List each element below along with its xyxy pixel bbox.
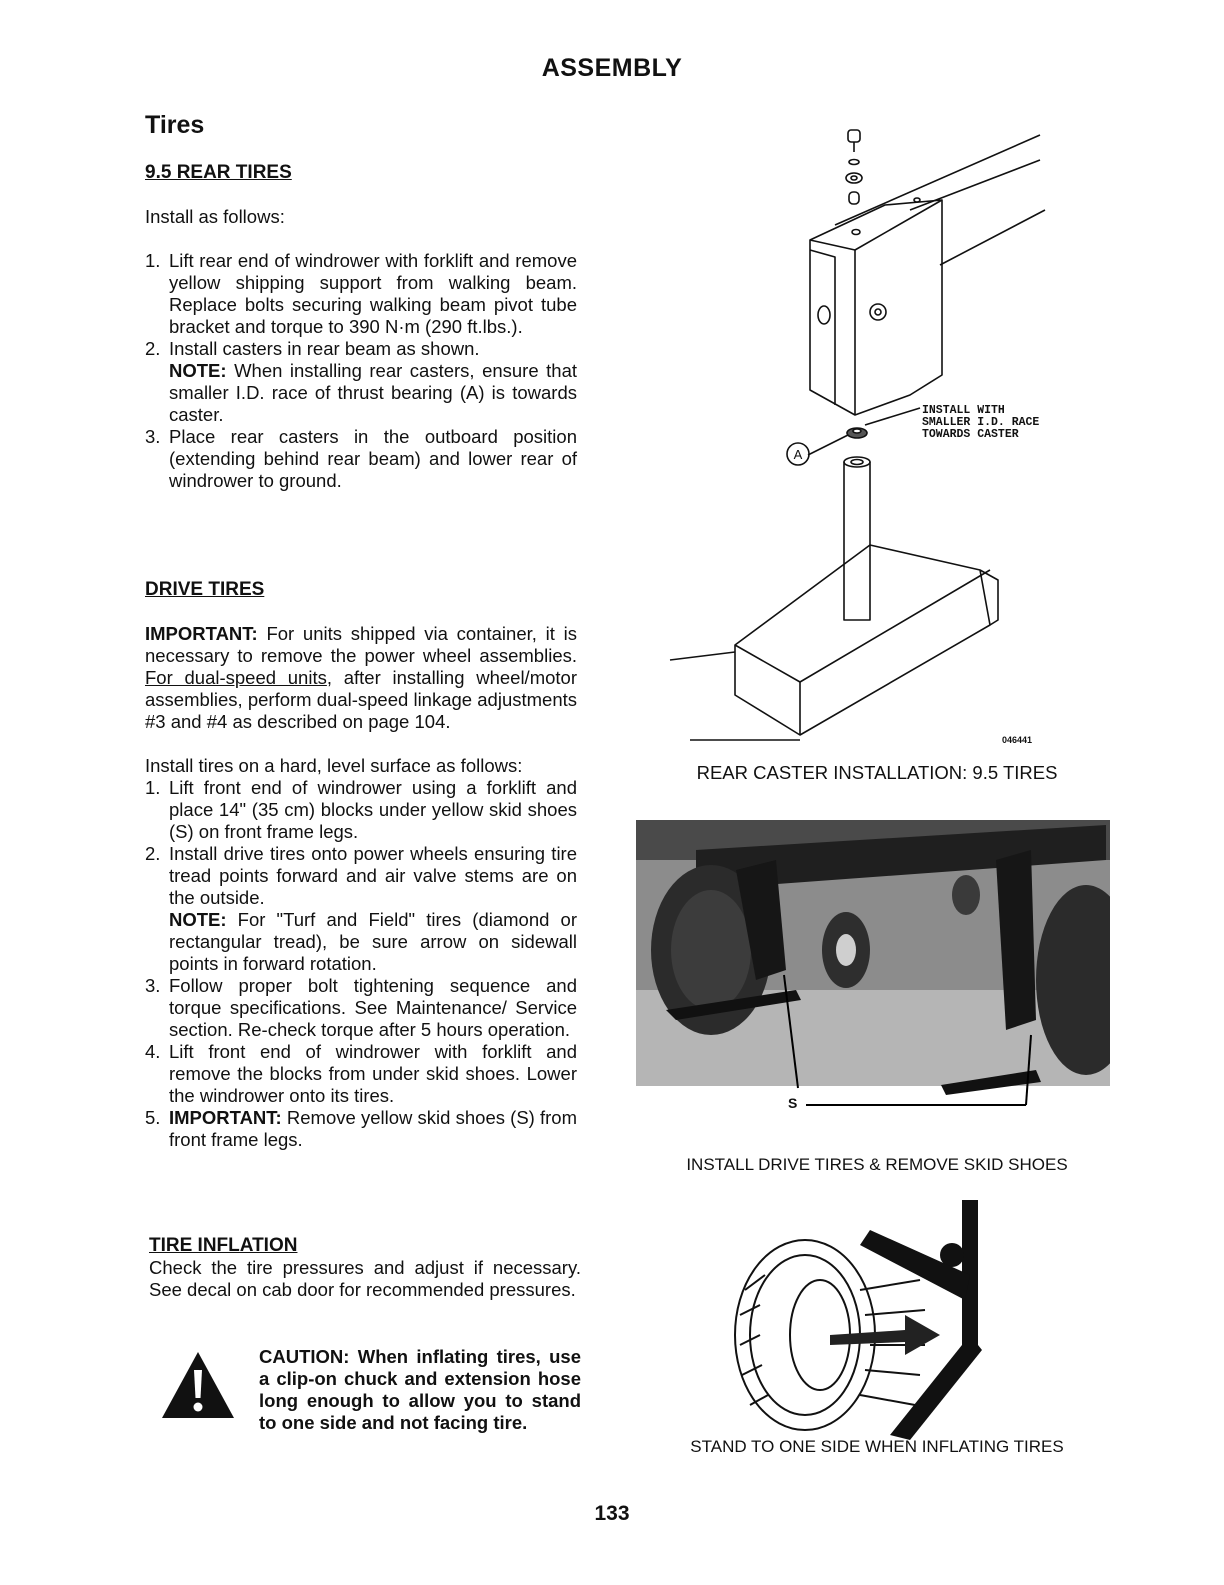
rear-caster-diagram [660, 120, 1080, 750]
rear-tires-heading: 9.5 REAR TIRES [145, 162, 292, 183]
caution-text: CAUTION: When inflating tires, use a clip-on chuck and extension hose long enough to allow you to stand to one side and not facing tire. [259, 1346, 581, 1433]
drive-tires-caption: INSTALL DRIVE TIRES & REMOVE SKID SHOES [686, 1155, 1068, 1174]
list-item: 5. IMPORTANT: Remove yellow skid shoes (S) from front frame legs. [145, 1107, 577, 1150]
callout-line-3: TOWARDS CASTER [922, 428, 1019, 441]
rear-caster-caption: REAR CASTER INSTALLATION: 9.5 TIRES [696, 762, 1058, 783]
inflation-caption: STAND TO ONE SIDE WHEN INFLATING TIRES [690, 1437, 1064, 1456]
list-item: 3. Follow proper bolt tightening sequence and torque specifications. See Maintenance/ Service section. Re-check torque after 5 hours operation. [145, 975, 577, 1040]
drive-tires-photo [636, 820, 1110, 1120]
tire-inflation-heading: TIRE INFLATION [149, 1235, 298, 1256]
drive-tires-important: IMPORTANT: For units shipped via container, it is necessary to remove the power wheel assemblies. For dual-speed units, after installing wheel/motor assemblies, perform dual-speed linkage adjustments #3 and #4 as described on page 104. [145, 623, 577, 732]
rear-tires-intro: Install as follows: [145, 206, 285, 227]
inflation-safety-illustration [720, 1195, 1000, 1440]
callout-line-2: SMALLER I.D. RACE [922, 416, 1040, 429]
drive-tires-heading: DRIVE TIRES [145, 579, 265, 600]
drive-tires-steps [145, 777, 577, 1151]
list-item: 2. Install casters in rear beam as shown. NOTE: When installing rear casters, ensure that smaller I.D. race of thrust bearing (A) is towards caster. [145, 338, 577, 425]
page-header-title: ASSEMBLY [541, 54, 683, 82]
part-number: 046441 [1002, 735, 1033, 745]
list-item: 3. Place rear casters in the outboard position (extending behind rear beam) and lower rear of windrower to ground. [145, 426, 577, 491]
callout-ref-a: A [793, 447, 803, 462]
warning-triangle-icon [160, 1350, 236, 1420]
label-s: S [788, 1095, 798, 1111]
list-item: 4. Lift front end of windrower with forklift and remove the blocks from under skid shoes. Lower the windrower onto its tires. [145, 1041, 577, 1106]
tire-inflation-text: Check the tire pressures and adjust if necessary. See decal on cab door for recommended pressures. [149, 1257, 581, 1300]
drive-tires-intro: Install tires on a hard, level surface as follows: [145, 755, 523, 776]
list-item: 1. Lift front end of windrower using a forklift and place 14" (35 cm) blocks under yellow skid shoes (S) on front frame legs. [145, 777, 577, 842]
section-title: Tires [145, 111, 205, 139]
list-item: 1. Lift rear end of windrower with forklift and remove yellow shipping support from walking beam. Replace bolts securing walking beam pivot tube bracket and torque to 390 N·m (290 ft.lbs.). [145, 250, 577, 337]
callout-line-1: INSTALL WITH [922, 404, 1005, 417]
page-number: 133 [594, 1502, 630, 1525]
rear-tires-steps [145, 250, 577, 492]
list-item: 2. Install drive tires onto power wheels ensuring tire tread points forward and air valve stems are on the outside. NOTE: For "Turf and Field" tires (diamond or rectangular tread), be sure arrow on sidewall points in forward rotation. [145, 843, 577, 974]
